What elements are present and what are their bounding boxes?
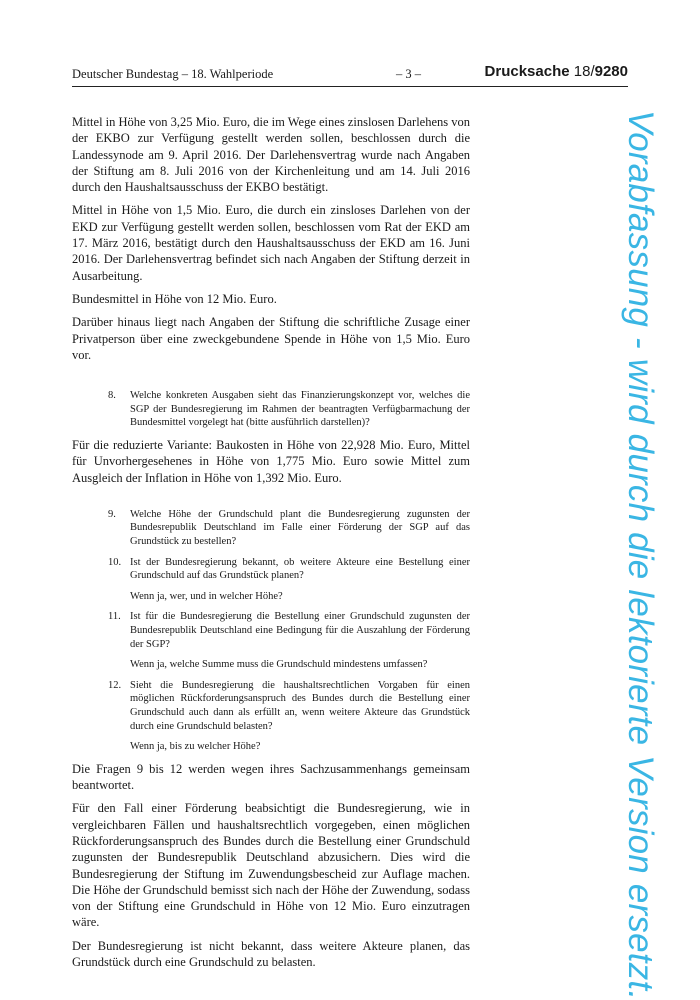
paragraph: Mittel in Höhe von 3,25 Mio. Euro, die im Wege eines zinslosen Darlehens von der EKBO zur Verfügung gestellt werden sollen, beschlossen durch die Landessynode am 9. April 2016. Der Darlehensvertrag wurde nach Angaben der Stiftung am 8. Juli 2016 von der Kirchenleitung und am 14. Juli 2016 durch den Haushaltsausschuss der EKBO bestätigt. bbox=[72, 115, 470, 195]
header-publication: Deutscher Bundestag – 18. Wahlperiode bbox=[72, 67, 274, 81]
question-block bbox=[72, 556, 470, 604]
question-subtext: Wenn ja, wer, und in welcher Höhe? bbox=[130, 590, 283, 602]
question-text: Sieht die Bundesregierung die haushaltsrechtlichen Vorgaben für einen möglichen Rückforderungsanspruch des Bundes durch die Bestellung einer Grundschuld auch dann als erfüllt an, wenn weitere Akteure das Grundstück durch eine Grundschuld belasten? bbox=[130, 679, 470, 732]
header-document-number bbox=[485, 63, 628, 80]
question-block bbox=[72, 679, 470, 754]
answer-paragraph: Die Fragen 9 bis 12 werden wegen ihres Sachzusammenhangs gemeinsam beantwortet. bbox=[72, 761, 470, 793]
question-text: Ist für die Bundesregierung die Bestellung einer Grundschuld zugunsten der Bundesrepublik Deutschland eine Bedingung für die Auszahlung der Förderung der SGP? bbox=[130, 611, 470, 650]
answer-paragraph: Für den Fall einer Förderung beabsichtigt die Bundesregierung, wie in vergleichbaren Fällen und haushaltsrechtlich vorgegeben, einen möglichen Rückforderungsanspruch des Bundes durch die Bestellung einer Grundschuld zugunsten der Bundesrepublik Deutschland abzusichern. Dies wird die Bundesregierung der Stiftung im Zuwendungsbescheid zur Auflage machen. Die Höhe der Grundschuld bemisst sich nach der Höhe der Zuwendung, sodass von der Stiftung eine Grundschuld in Höhe von 12 Mio. Euro einzutragen wäre. bbox=[72, 801, 470, 930]
header-number-prefix: 18/ bbox=[569, 63, 595, 80]
question-number: 8. bbox=[108, 390, 116, 402]
header-page-number: – 3 – bbox=[396, 67, 421, 81]
question-number: 11. bbox=[108, 611, 121, 623]
paragraph: Bundesmittel in Höhe von 12 Mio. Euro. bbox=[72, 291, 277, 306]
header-label: Drucksache bbox=[484, 63, 570, 80]
document-body bbox=[72, 114, 470, 977]
answer-paragraph: Der Bundesregierung ist nicht bekannt, dass weitere Akteure planen, das Grundstück durch eine Grundschuld zu belasten. bbox=[72, 938, 470, 969]
question-number: 9. bbox=[108, 508, 116, 520]
paragraph: Mittel in Höhe von 1,5 Mio. Euro, die durch ein zinsloses Darlehen von der EKD zur Verfügung gestellt werden sollen, beschlossen vom Rat der EKD am 17. März 2016, bestätigt durch den Haushaltsausschuss der EKD am 16. Juni 2016. Der Darlehensvertrag befindet sich nach Angaben der Stiftung derzeit in Ausarbeitung. bbox=[72, 203, 470, 283]
answer-paragraph: Für die reduzierte Variante: Baukosten in Höhe von 22,928 Mio. Euro, Mittel für Unvorhergesehenes in Höhe von 1,775 Mio. Euro sowie Mittel zum Ausgleich der Inflation in Höhe von 1,392 Mio. Euro. bbox=[72, 437, 470, 485]
header-number-bold: 9280 bbox=[594, 63, 628, 80]
page-header bbox=[72, 63, 628, 87]
question-number: 10. bbox=[108, 556, 122, 568]
question-number: 12. bbox=[108, 679, 122, 691]
question-text: Welche konkreten Ausgaben sieht das Finanzierungskonzept vor, welches die SGP der Bundesregierung im Rahmen der beantragten Verfügbarmachung der Bundesmittel vorgelegt hat (bitte ausführlich darstellen)? bbox=[130, 390, 470, 429]
draft-watermark: Vorabfassung - wird durch die lektorierte Version ersetzt. bbox=[621, 110, 660, 1000]
question-block bbox=[72, 610, 470, 671]
question-subtext: Wenn ja, welche Summe muss die Grundschuld mindestens umfassen? bbox=[130, 659, 428, 671]
question-text: Welche Höhe der Grundschuld plant die Bundesregierung zugunsten der Bundesrepublik Deutschland im Falle einer Förderung der SGP auf das Grundstück zu bestellen? bbox=[130, 508, 470, 548]
paragraph: Darüber hinaus liegt nach Angaben der Stiftung die schriftliche Zusage einer Privatperson über eine zweckgebundene Spende in Höhe von 1,5 Mio. Euro vor. bbox=[72, 315, 470, 362]
question-block bbox=[72, 389, 470, 430]
question-subtext: Wenn ja, bis zu welcher Höhe? bbox=[130, 741, 261, 753]
question-block bbox=[72, 508, 470, 549]
question-text: Ist der Bundesregierung bekannt, ob weitere Akteure eine Bestellung einer Grundschuld auf das Grundstück planen? bbox=[130, 556, 470, 582]
watermark-area bbox=[615, 110, 695, 1000]
